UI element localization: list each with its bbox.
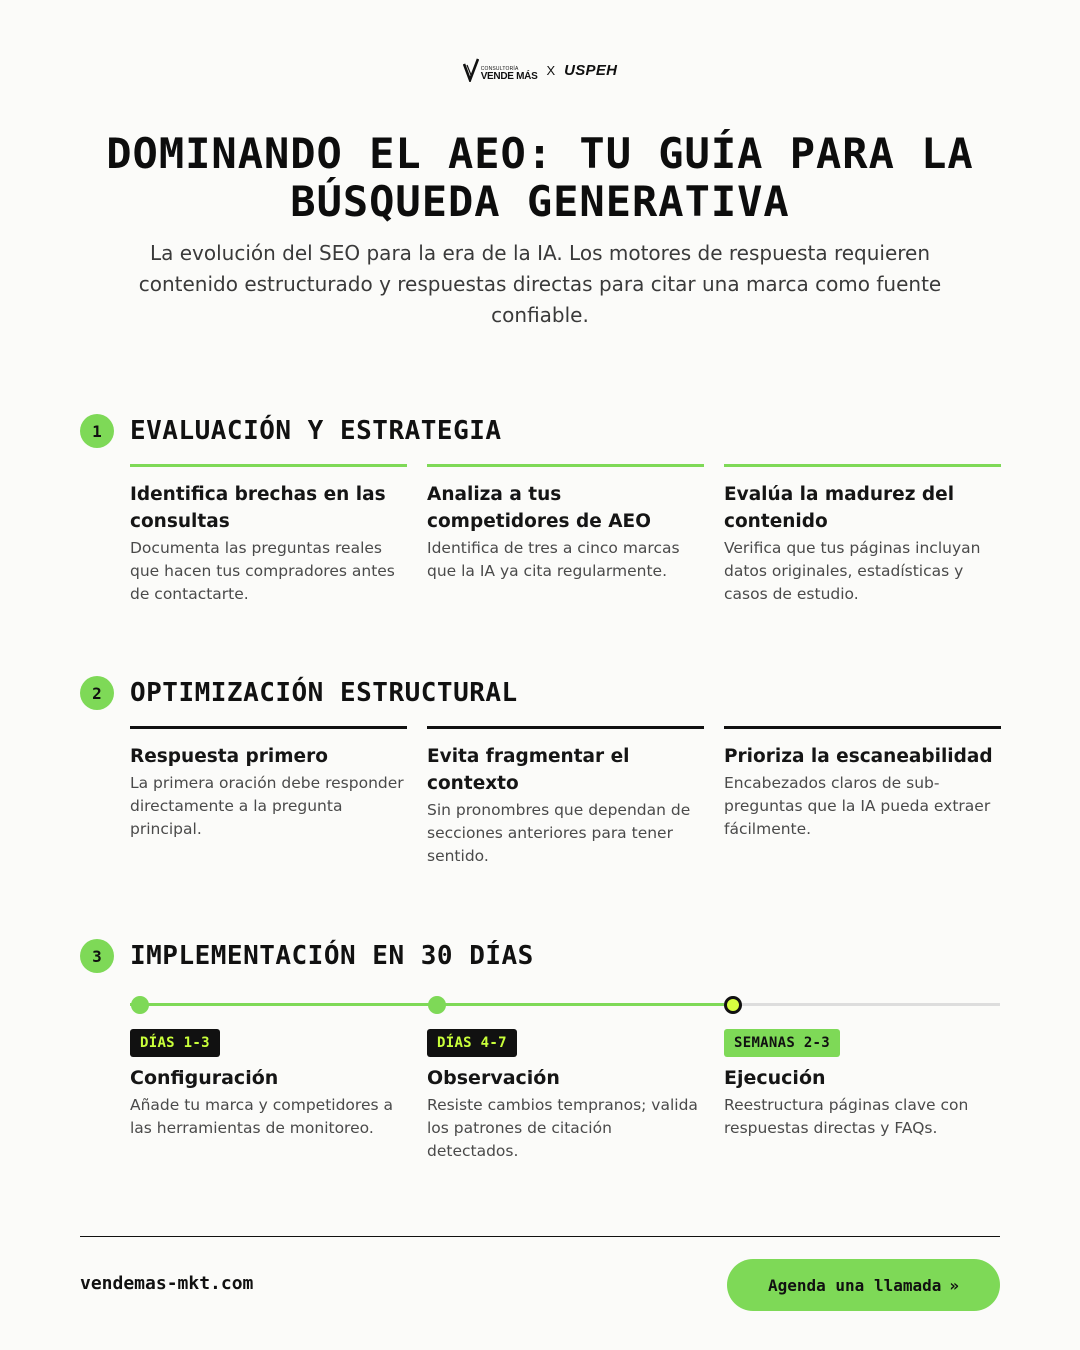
section-implementacion <box>80 939 1000 1160</box>
step-number-badge: 2 <box>80 676 114 710</box>
timeline-dot-done <box>428 996 446 1014</box>
phase-text: Añade tu marca y competidores a las herramientas de monitoreo. <box>130 1096 393 1137</box>
phase-title: Observación <box>427 1067 560 1089</box>
optimization-card <box>130 726 407 868</box>
card-title: Evita fragmentar el contexto <box>427 746 630 794</box>
card-title: Prioriza la escaneabilidad <box>724 746 993 767</box>
website-link[interactable]: vendemas-mkt.com <box>80 1273 254 1294</box>
card-title: Identifica brechas en las consultas <box>130 484 386 532</box>
phase-title: Ejecución <box>724 1067 826 1089</box>
card-divider <box>130 464 407 467</box>
step-number-badge: 1 <box>80 414 114 448</box>
double-chevron-right-icon: » <box>949 1275 960 1295</box>
phase-card <box>427 1029 704 1163</box>
logo-main-text: VENDE MÁS <box>480 71 538 82</box>
footer-divider <box>80 1236 1000 1237</box>
phase-text: Reestructura páginas clave con respuestas directas y FAQs. <box>724 1096 969 1137</box>
card-text: Documenta las preguntas reales que hacen tus compradores antes de contactarte. <box>130 539 395 603</box>
card-text: Identifica de tres a cinco marcas que la IA ya cita regularmente. <box>427 539 680 580</box>
strategy-card <box>427 464 704 606</box>
card-text: Sin pronombres que dependan de secciones anteriores para tener sentido. <box>427 801 691 865</box>
checkmark-v-icon <box>463 58 479 82</box>
timeline-progress-fill <box>130 1003 724 1006</box>
phase-badge: DÍAS 4-7 <box>427 1029 517 1057</box>
card-divider <box>427 464 704 467</box>
phase-card <box>724 1029 1001 1163</box>
page-subtitle: La evolución del SEO para la era de la IA. Los motores de respuesta requieren contenido estructurado y respuestas directas para citar una marca como fuente confiable. <box>138 241 942 327</box>
step-number-badge: 3 <box>80 939 114 973</box>
card-title: Respuesta primero <box>130 746 328 767</box>
card-divider <box>724 464 1001 467</box>
phase-badge: SEMANAS 2-3 <box>724 1029 840 1057</box>
section-title: EVALUACIÓN Y ESTRATEGIA <box>130 416 502 446</box>
schedule-call-button[interactable] <box>727 1259 1000 1311</box>
phase-title: Configuración <box>130 1067 279 1089</box>
phase-text: Resiste cambios tempranos; valida los patrones de citación detectados. <box>427 1096 698 1160</box>
card-divider <box>130 726 407 729</box>
section-title: IMPLEMENTACIÓN EN 30 DÍAS <box>130 941 534 971</box>
card-divider <box>427 726 704 729</box>
card-text: Verifica que tus páginas incluyan datos originales, estadísticas y casos de estudio. <box>724 539 981 603</box>
phase-badge: DÍAS 1-3 <box>130 1029 220 1057</box>
optimization-card <box>427 726 704 868</box>
section-optimizacion <box>80 676 1000 865</box>
timeline-dot-done <box>131 996 149 1014</box>
card-text: La primera oración debe responder directamente a la pregunta principal. <box>130 774 404 838</box>
section-title: OPTIMIZACIÓN ESTRUCTURAL <box>130 678 518 708</box>
brand-logo <box>0 58 1080 82</box>
strategy-card <box>130 464 407 606</box>
progress-timeline <box>130 995 1000 1015</box>
section-evaluacion <box>80 414 1000 603</box>
timeline-track <box>724 1003 1000 1006</box>
card-title: Evalúa la madurez del contenido <box>724 484 955 532</box>
page-title: DOMINANDO EL AEO: TU GUÍA PARA LA BÚSQUEDA GENERATIVA <box>106 129 974 226</box>
timeline-dot-current <box>724 996 742 1014</box>
strategy-card <box>724 464 1001 606</box>
cta-label: Agenda una llamada <box>767 1275 942 1295</box>
card-title: Analiza a tus competidores de AEO <box>427 484 651 532</box>
card-divider <box>724 726 1001 729</box>
optimization-card <box>724 726 1001 868</box>
partner-logo: USPEH <box>564 61 618 79</box>
card-text: Encabezados claros de sub-preguntas que la IA pueda extraer fácilmente. <box>724 774 991 838</box>
logo-small-text: CONSULTORÍA <box>480 66 519 72</box>
phase-card <box>130 1029 407 1163</box>
vende-mas-logo <box>463 58 538 82</box>
logo-separator: X <box>546 62 556 78</box>
